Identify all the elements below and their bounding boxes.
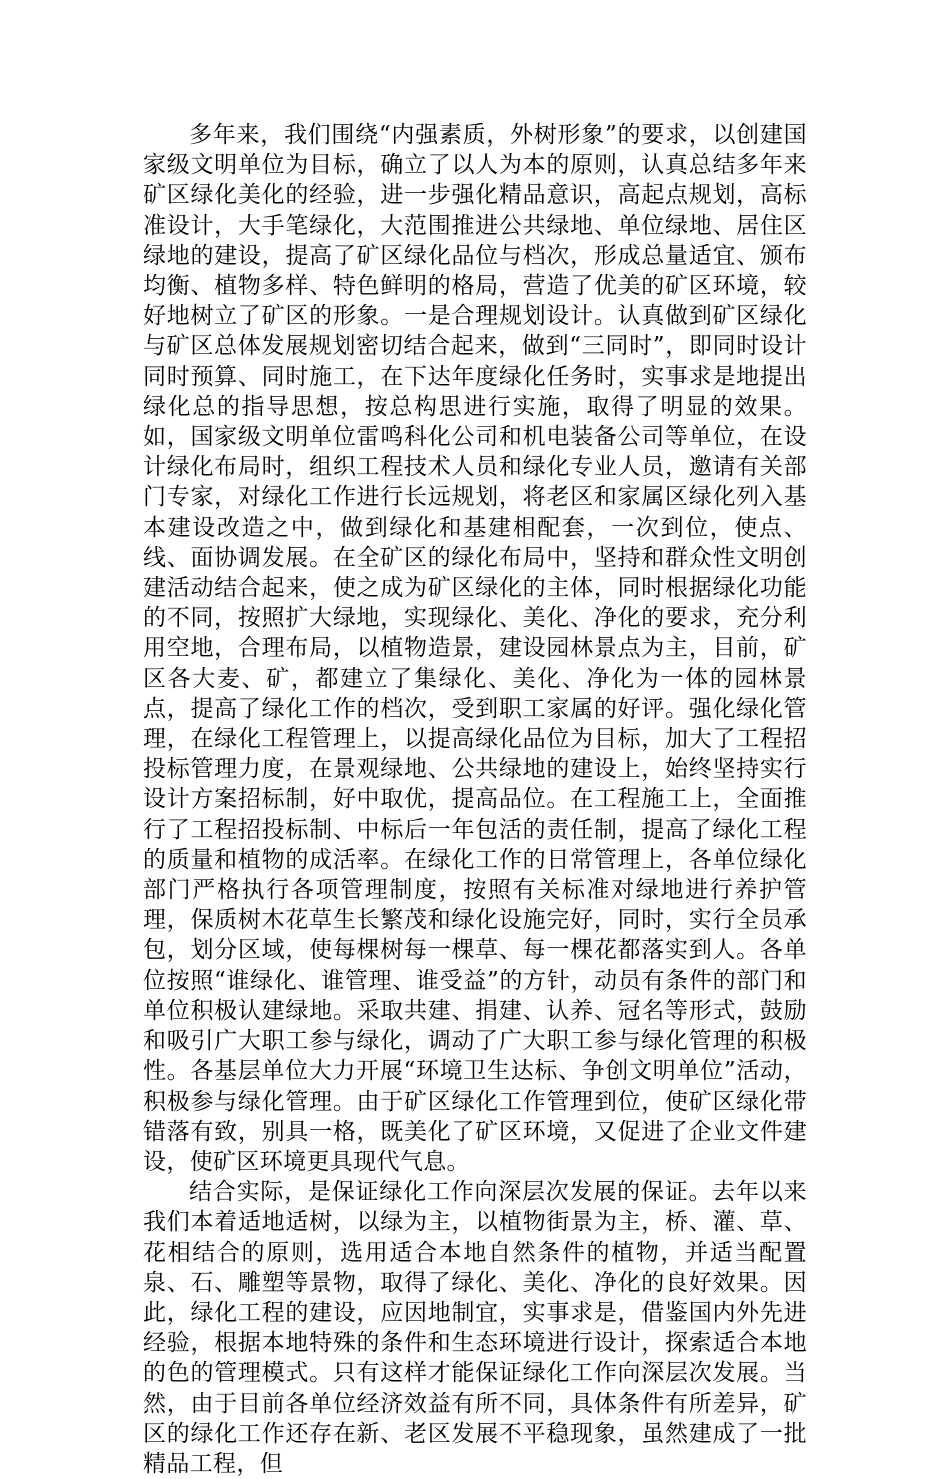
paragraph-greening-achievements: 多年来，我们围绕“内强素质，外树形象”的要求，以创建国家级文明单位为目标，确立了以人为本的原则，认真总结多年来矿区绿化美化的经验，进一步强化精品意识，高起点规划，高标准设计，大手笔绿化，大范围推进公共绿地、单位绿地、居住区绿地的建设，提高了矿区绿化品位与档次，形成总量适宜、颁布均衡、植物多样、特色鲜明的格局，营造了优美的矿区环境，较好地树立了矿区的形象。一是合理规划设计。认真做到矿区绿化与矿区总体发展规划密切结合起来，做到“三同时”，即同时设计同时预算、同时施工，在下达年度绿化任务时，实事求是地提出绿化总的指导思想，按总构思进行实施，取得了明显的效果。如，国家级文明单位雷鸣科化公司和机电装备公司等单位，在设计绿化布局时，组织工程技术人员和绿化专业人员，邀请有关部门专家，对绿化工作进行长远规划，将老区和家属区绿化列入基本建设改造之中，做到绿化和基建相配套，一次到位，使点、线、面协调发展。在全矿区的绿化布局中，坚持和群众性文明创建活动结合起来，使之成为矿区绿化的主体，同时根据绿化功能的不同，按照扩大绿地，实现绿化、美化、净化的要求，充分利用空地，合理布局，以植物造景，建设园林景点为主，目前，矿区各大麦、矿，都建立了集绿化、美化、净化为一体的园林景点，提高了绿化工作的档次，受到职工家属的好评。强化绿化管理，在绿化工程管理上，以提高绿化品位为目标，加大了工程招投标管理力度，在景观绿地、公共绿地的建设上，始终坚持实行设计方案招标制，好中取优，提高品位。在工程施工上，全面推行了工程招投标制、中标后一年包活的责任制，提高了绿化工程的质量和植物的成活率。在绿化工作的日常管理上，各单位绿化部门严格执行各项管理制度，按照有关标准对绿地进行养护管理，保质树木花草生长繁茂和绿化设施完好，同时，实行全员承包，划分区域，使每棵树每一棵草、每一棵花都落实到人。各单位按照“谁绿化、谁管理、谁受益”的方针，动员有条件的部门和单位积极认建绿地。采取共建、捐建、认养、冠名等形式，鼓励和吸引广大职工参与绿化，调动了广大职工参与绿化管理的积极性。各基层单位大力开展“环境卫生达标、争创文明单位”活动，积极参与绿化管理。由于矿区绿化工作管理到位，使矿区绿化带错落有致，别具一格，既美化了矿区环境，又促进了企业文件建设，使矿区环境更具现代气息。 <box>143 122 807 1175</box>
document-body <box>143 120 807 1479</box>
paragraph-practical-approach: 结合实际，是保证绿化工作向深层次发展的保证。去年以来我们本着适地适树，以绿为主，以植物街景为主，桥、灌、草、花相结合的原则，选用适合本地自然条件的植物，并适当配置泉、石、雕塑等景物，取得了绿化、美化、净化的良好效果。因此，绿化工程的建设，应因地制宜，实事求是，借鉴国内外先进经验，根据本地特殊的条件和生态环境进行设计，探索适合本地的色的管理模式。只有这样才能保证绿化工作向深层次发展。当然，由于目前各单位经济效益有所不同，具体条件有所差异，矿区的绿化工作还存在新、老区发展不平稳现象，虽然建成了一批精品工程，但 <box>143 1179 807 1477</box>
